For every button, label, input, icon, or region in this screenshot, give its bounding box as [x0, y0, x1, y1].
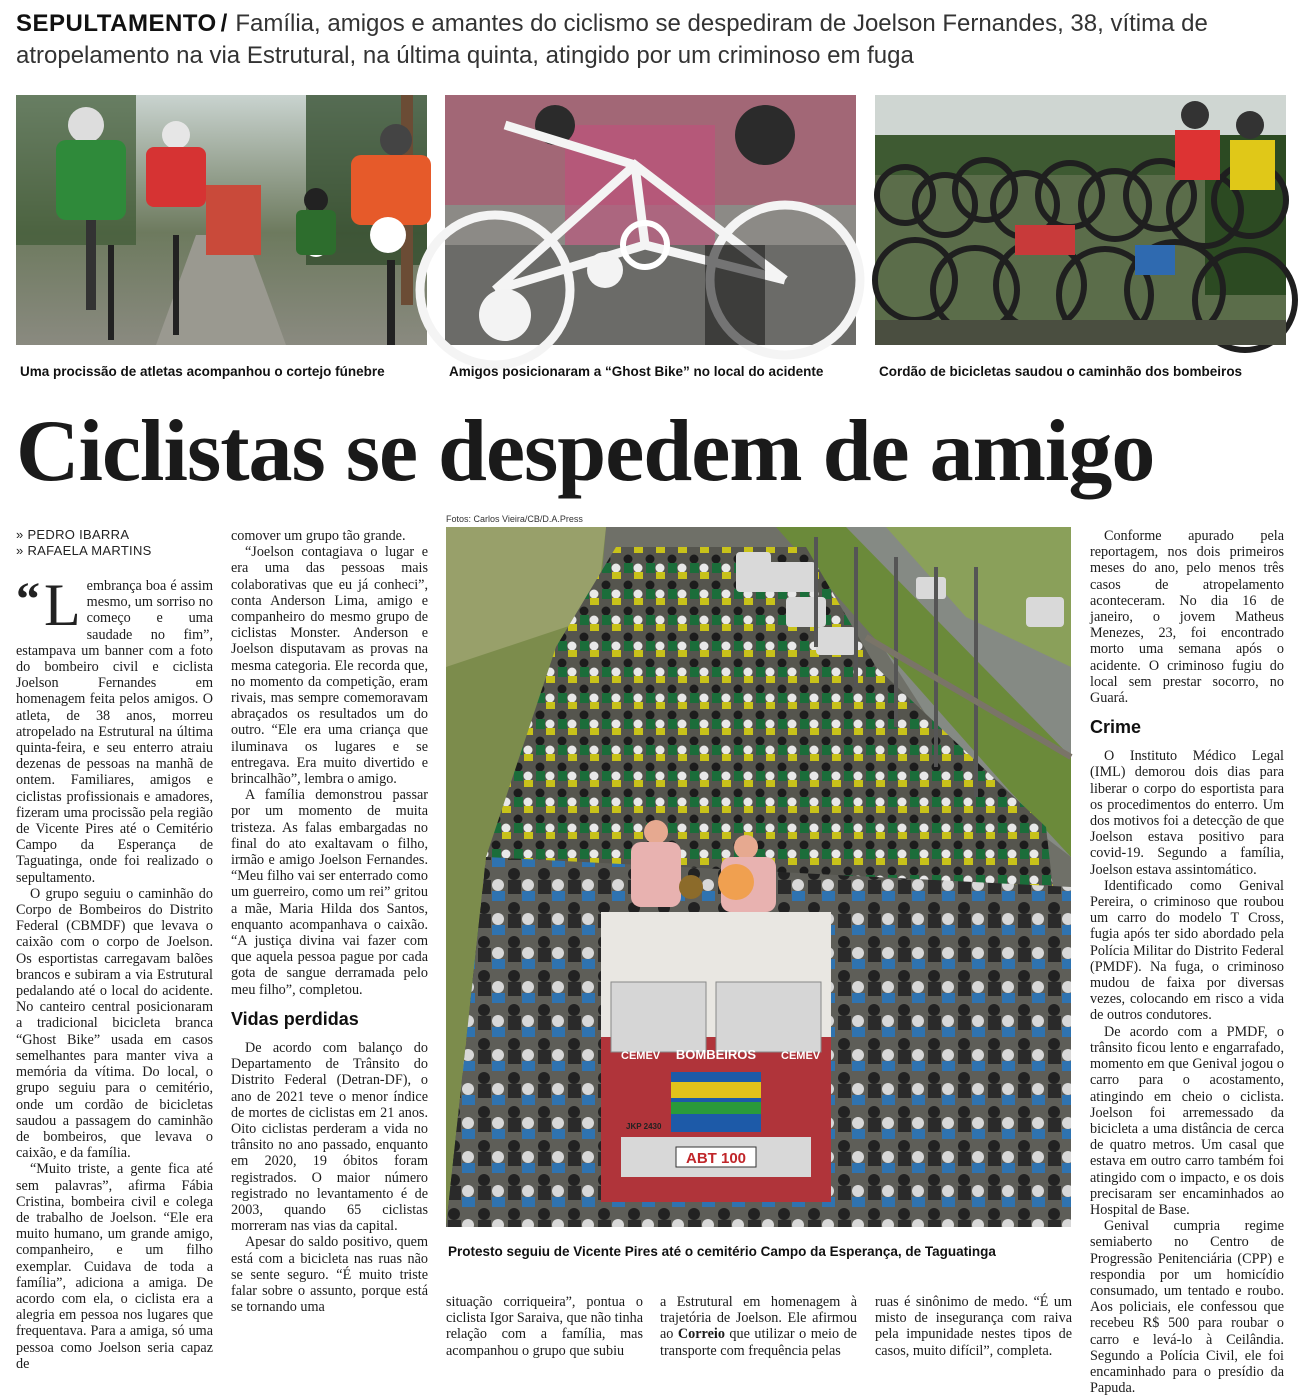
paragraph: O grupo seguiu o caminhão do Corpo de Bombeiros do Distrito Federal (CBMDF) que levava o caixão com o corpo de Joelson. Os esportistas carregavam balões brancos e subiram a via Estrutural pedalando até o local do acidente. No canteiro central posicionaram a tradicional bicicleta branca “Ghost Bike” usada em casos semelhantes para manter viva a memória da vítima. Do local, o grupo seguiu para o cemitério, onde um cordão de bicicletas saudou a passagem do caminhão de bombeiros, que levava o caixão, e da família. — [16, 885, 213, 1162]
photo-bike-cordon — [875, 95, 1286, 345]
caption-procession: Uma procissão de atletas acompanhou o cortejo fúnebre — [20, 364, 385, 379]
paragraph: ruas é sinônimo de medo. “É um misto de insegurança com raiva pela impunidade nestes tipos de casos, muito difícil”, completa. — [875, 1294, 1072, 1359]
article-column-2 — [231, 528, 428, 1363]
article-column-1 — [16, 572, 213, 1372]
paragraph — [660, 1294, 857, 1359]
kicker-slash: / — [220, 10, 228, 37]
main-photo-caption: Protesto seguiu de Vicente Pires até o cemitério Campo da Esperança, de Taguatinga — [448, 1244, 996, 1259]
kicker — [16, 8, 1286, 72]
lead-text: embrança boa é assim mesmo, um sorriso no começo e uma saudade no fim”, estampava um banner com a foto do bombeiro civil e ciclista Joelson Fernandes em homenagem feita pelos amigos. O atleta, de 38 anos, morreu atropelado na Estrutural na última quinta-feira, e seu enterro atraiu dezenas de pessoas na manhã de ontem. Familiares, amigos e ciclistas profissionais e amadores, fizeram uma procissão pela região de Vicente Pires até o Cemitério Campo da Esperança de Taguatinga, onde foi realizado o sepultamento. — [16, 578, 213, 886]
paragraph: “Muito triste, a gente fica até sem palavras”, afirma Fábia Cristina, bombeira civil e colega de trabalho de Joelson. “Ele era muito humano, um grande amigo, companheiro, e um filho exemplar. Cuidava de toda a família”, adiciona a amiga. De acordo com ela, o ciclista era a alegria em pessoa nos lugares que frequentava. Para a amiga, só uma pessoa como Joelson seria capaz de — [16, 1161, 213, 1372]
paragraph: A família demonstrou passar por um momento de muita tristeza. As falas embargadas no final do ato exaltavam o filho, irmão e amigo Joelson Fernandes. “Meu filho vai ser enterrado como um guerreiro, como um rei” gritou a mãe, Maria Hilda dos Santos, enquanto acompanhava o caixão. “A justiça divina vai fazer com que aquela pessoa pague por cada gota de sangue derramada pelo meu filho”, completou. — [231, 787, 428, 998]
lead-paragraph — [16, 572, 213, 886]
caption-ghost-bike: Amigos posicionaram a “Ghost Bike” no local do acidente — [449, 364, 824, 379]
drop-quote: “ — [16, 573, 40, 626]
truck-side-left: CEMEV — [621, 1050, 661, 1062]
paragraph: De acordo com balanço do Departamento de Trânsito do Distrito Federal (Detran-DF), o ano de 2021 teve o menor índice de mortes de ciclistas em 21 anos. Oito ciclistas perderam a vida no trânsito no ano passado, enquanto em 2020, 19 óbitos foram registrados. O maior número registrado no levantamento é de 2003, quando 65 ciclistas morreram nas vias da capital. — [231, 1039, 428, 1235]
byline-1: » PEDRO IBARRA — [16, 527, 130, 542]
paragraph-text: que utilizar o meio de transporte com frequência pelas — [660, 1326, 857, 1359]
article-column-5 — [875, 1294, 1072, 1364]
photo-credit: Fotos: Carlos Vieira/CB/D.A.Press — [446, 514, 583, 524]
paragraph: O Instituto Médico Legal (IML) demorou dois dias para liberar o corpo do esportista para os procedimentos do enterro. Um dos motivos foi a detecção de que Joelson estava positivo para covid-19. Segundo a família, Joelson estava assintomático. — [1090, 748, 1284, 878]
headline: Ciclistas se despedem de amigo — [16, 403, 1155, 500]
brand-correio: Correio — [677, 1326, 725, 1343]
paragraph: Apesar do saldo positivo, quem está com a bicicleta nas ruas não se sente seguro. “É muito triste falar sobre o assunto, porque está se tornando uma — [231, 1234, 428, 1316]
kicker-text: Família, amigos e amantes do ciclismo se despediram de Joelson Fernandes, 38, vítima de atropelamento na via Estrutural, na última quinta, atingido por um criminoso em fuga — [16, 10, 1208, 69]
paragraph: Identificado como Genival Pereira, o criminoso que roubou um carro do modelo T Cross, fugia após ter sido abordado pela Polícia Militar do Distrito Federal (PMDF). Na fuga, o criminoso mudou de faixa por diversas vezes, colocando em risco a vida de outros condutores. — [1090, 877, 1284, 1024]
photo-procession — [16, 95, 427, 345]
drop-cap: L — [44, 572, 81, 638]
photo-ghost-bike — [445, 95, 856, 345]
paragraph: Conforme apurado pela reportagem, nos dois primeiros meses do ano, pelo menos três casos de atropelamento aconteceram. No dia 16 de janeiro, o jovem Matheus Menezes, 23, foi encontrado morto uma semana após o acidente. O criminoso fugiu do local sem prestar socorro, no Guará. — [1090, 528, 1284, 707]
article-column-3 — [446, 1294, 643, 1364]
photo-main-protest — [446, 527, 1071, 1227]
article-column-4 — [660, 1294, 857, 1364]
kicker-label: SEPULTAMENTO — [16, 10, 217, 37]
truck-unit: BOMBEIROS — [675, 1047, 757, 1062]
paragraph-text: a Estrutural em homenagem à trajetória de Joelson. Ele afirmou ao — [660, 1294, 857, 1343]
paragraph: comover um grupo tão grande. — [231, 528, 406, 544]
paragraph: “Joelson contagiava o lugar e era uma das pessoas mais colaborativas que eu já conheci”, conta Anderson Lima, amigo e companheiro do mesmo grupo de ciclistas Monster. Anderson e Joelson disputavam as provas na mesma categoria. Ele recorda que, no momento da competição, eram rivais, mas sempre comemoravam abraçados os resultados um do outro. “Ele era uma criança que iluminava os lugares e se entregava. Era muito divertido e brincalhão”, lembra o amigo. — [231, 544, 428, 788]
paragraph: situação corriqueira”, pontua o ciclista Igor Saraiva, que não tinha relação com a família, mas acompanhou o grupo que subiu — [446, 1294, 643, 1359]
byline-2: » RAFAELA MARTINS — [16, 543, 152, 558]
article-column-6 — [1090, 528, 1284, 1396]
truck-small-plate: JKP 2430 — [626, 1122, 662, 1131]
truck-side-right: CEMEV — [781, 1050, 821, 1062]
paragraph: Genival cumpria regime semiaberto no Centro de Progressão Penitenciária (CPP) e respondia por um homicídio consumado, um tentado e roubo. Aos policiais, ele confessou que recebeu R$ 500 para roubar o carro e levá-lo à Ceilândia. Segundo a Polícia Civil, ele foi encaminhado para o presídio da Papuda. — [1090, 1218, 1284, 1396]
subhead-crime: Crime — [1090, 717, 1142, 738]
caption-bike-cordon: Cordão de bicicletas saudou o caminhão dos bombeiros — [879, 364, 1243, 379]
paragraph: De acordo com a PMDF, o trânsito ficou lento e engarrafado, momento em que Genival jogou o carro para o acostamento, atingindo em cheio o ciclista. Joelson foi arremessado da bicicleta a uma distância de cerca de quatro metros. Um casal que estava em outro carro também foi atingido com o impacto, e os dois precisaram ser encaminhados ao Hospital de Base. — [1090, 1023, 1284, 1218]
subhead-vidas-perdidas: Vidas perdidas — [231, 1008, 359, 1029]
truck-plate: ABT 100 — [685, 1150, 747, 1167]
